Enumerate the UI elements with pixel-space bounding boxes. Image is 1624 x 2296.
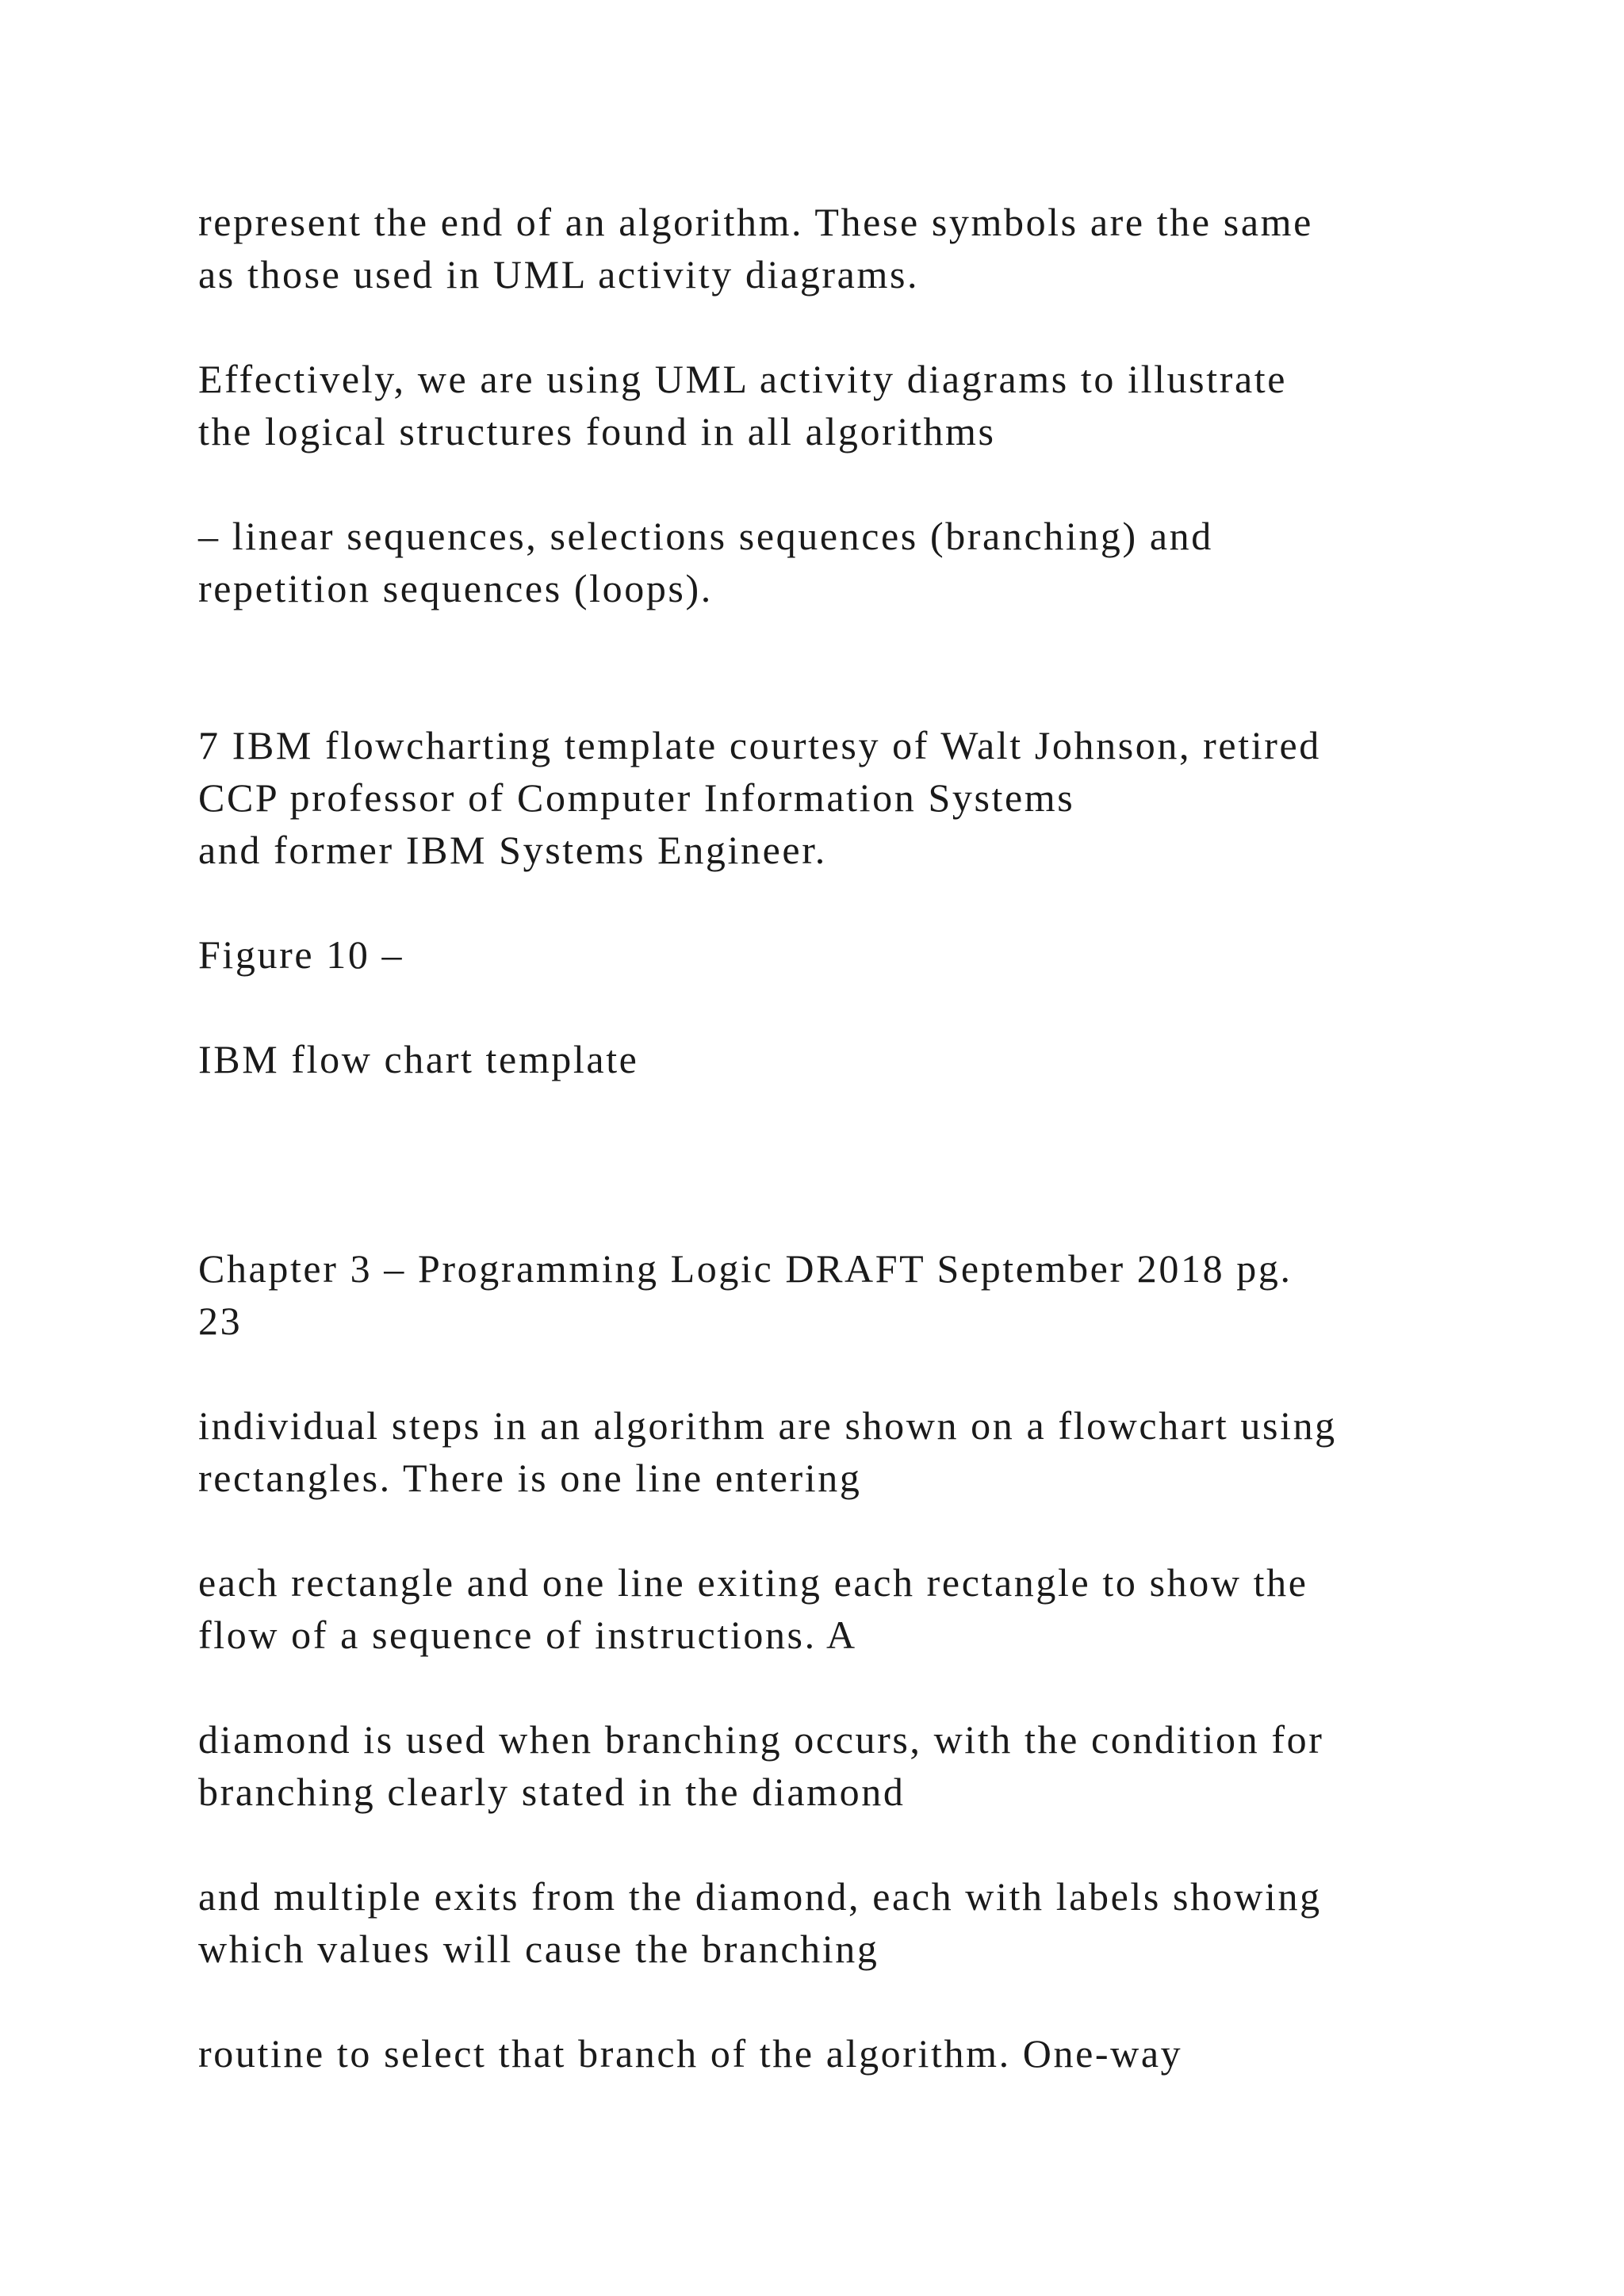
text-line: routine to select that branch of the algorithm. One-way <box>198 2031 1183 2076</box>
text-line: represent the end of an algorithm. These symbols are the same <box>198 200 1313 244</box>
figure-caption <box>198 1033 638 1085</box>
text-line: as those used in UML activity diagrams. <box>198 252 920 297</box>
text-line: repetition sequences (loops). <box>198 566 713 610</box>
text-line: which values will cause the branching <box>198 1927 879 1971</box>
text-line: Figure 10 – <box>198 932 404 977</box>
text-line: and multiple exits from the diamond, each with labels showing <box>198 1874 1322 1919</box>
paragraph-flowchart-rectangles <box>198 1399 1337 1504</box>
text-line: – linear sequences, selections sequences (branching) and <box>198 514 1213 558</box>
page-footer <box>198 1242 1293 1347</box>
text-line: diamond is used when branching occurs, with the condition for <box>198 1717 1324 1762</box>
text-line: each rectangle and one line exiting each rectangle to show the <box>198 1560 1308 1605</box>
footnote-ibm-template <box>198 719 1321 876</box>
paragraph-diamond-exits <box>198 1870 1322 1975</box>
paragraph-logical-structures <box>198 510 1213 614</box>
text-line: Chapter 3 – Programming Logic DRAFT September 2018 pg. <box>198 1246 1293 1291</box>
paragraph-rectangle-flow <box>198 1556 1308 1661</box>
text-line: IBM flow chart template <box>198 1037 639 1081</box>
text-line: flow of a sequence of instructions. A <box>198 1613 857 1657</box>
paragraph-one-way <box>198 2027 1182 2080</box>
text-line: branching clearly stated in the diamond <box>198 1770 906 1814</box>
text-line: rectangles. There is one line entering <box>198 1456 862 1500</box>
paragraph-uml-symbols <box>198 196 1313 300</box>
text-line: 23 <box>198 1299 243 1343</box>
text-line: the logical structures found in all algorithms <box>198 409 996 453</box>
text-line: Effectively, we are using UML activity diagrams to illustrate <box>198 357 1288 401</box>
paragraph-diamond-branching <box>198 1713 1323 1818</box>
text-line: 7 IBM flowcharting template courtesy of Walt Johnson, retired <box>198 723 1321 767</box>
text-line: individual steps in an algorithm are shown on a flowchart using <box>198 1403 1337 1448</box>
text-line: and former IBM Systems Engineer. <box>198 828 827 872</box>
text-line: CCP professor of Computer Information Systems <box>198 775 1075 820</box>
paragraph-uml-activity-diagrams <box>198 353 1287 457</box>
figure-number <box>198 928 404 981</box>
